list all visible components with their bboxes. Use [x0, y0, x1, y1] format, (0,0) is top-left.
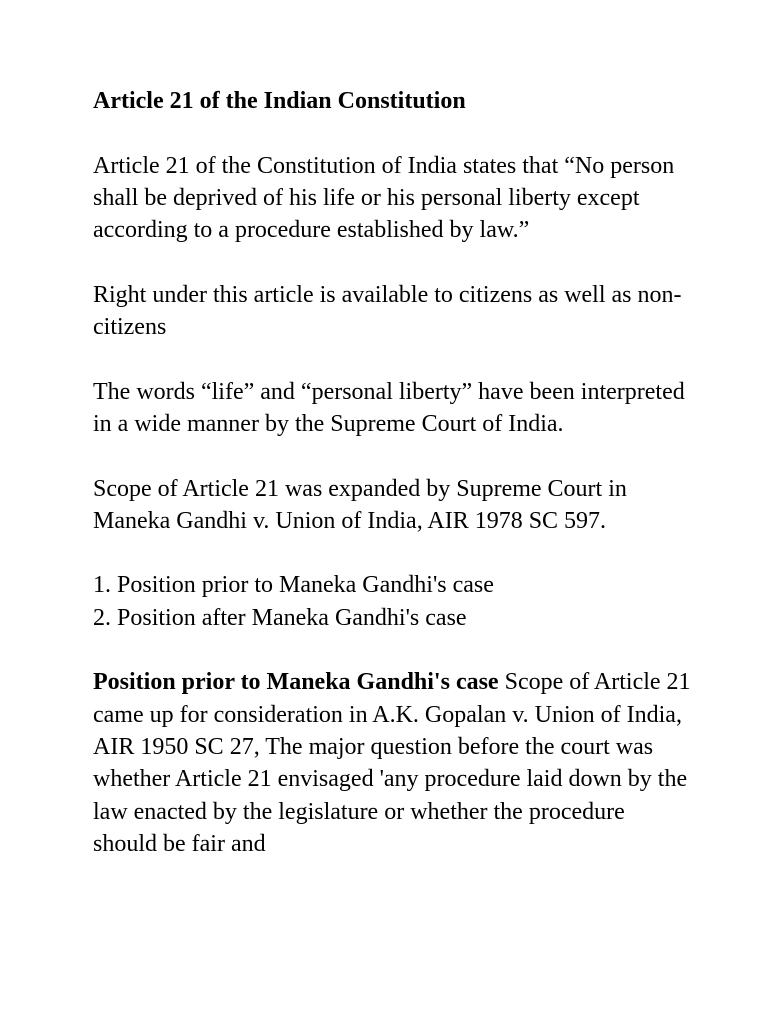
- section-heading: Position prior to Maneka Gandhi's case: [93, 669, 499, 696]
- list-item-prior: 1. Position prior to Maneka Gandhi's case: [93, 572, 494, 599]
- list-item-after: 2. Position after Maneka Gandhi's case: [93, 604, 467, 631]
- paragraph-interpretation: The words “life” and “personal liberty” have been interpreted in a wide manner by the Supreme Court of India.: [93, 378, 685, 437]
- paragraph-citizens: Right under this article is available to citizens as well as non-citizens: [93, 281, 682, 341]
- document-title: Article 21 of the Indian Constitution: [93, 88, 466, 114]
- paragraph-article-text: Article 21 of the Constitution of India states that “No person shall be deprived of his life or his personal liberty except according to a procedure established by law.”: [93, 152, 675, 244]
- section-prior: [93, 666, 693, 860]
- paragraph-scope: Scope of Article 21 was expanded by Supreme Court in Maneka Gandhi v. Union of India, AIR 1978 SC 597.: [93, 475, 627, 534]
- section-body: Scope of Article 21 came up for consideration in A.K. Gopalan v. Union of India, AIR 1950 SC 27, The major question before the court was whether Article 21 envisaged 'any procedure laid down by the law enacted by the legislature or whether the procedure should be fair and: [93, 669, 691, 857]
- document-body: [93, 85, 693, 892]
